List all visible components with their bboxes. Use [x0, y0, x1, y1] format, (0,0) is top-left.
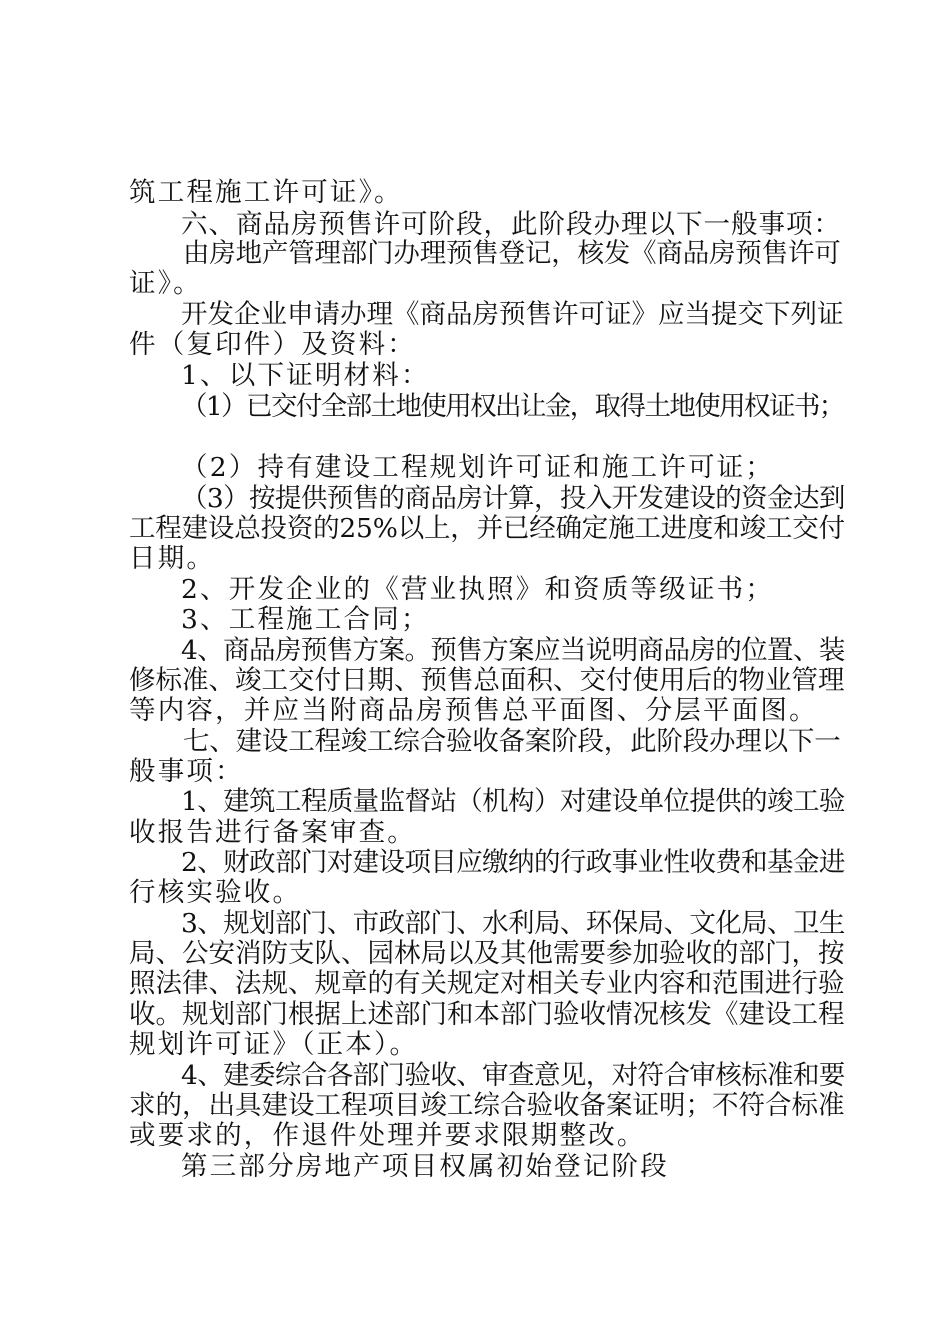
text-line: 筑工程施工许可证》。 — [129, 177, 403, 208]
text-line: 件（复印件）及资料： — [129, 329, 416, 360]
text-line: 由房地产管理部门办理预售登记，核发《商品房预售许可 — [183, 238, 841, 269]
text-line: 工程建设总投资的25%以上，并已经确定施工进度和竣工交付 — [129, 513, 845, 544]
text-line: 4、建委综合各部门验收、审查意见，对符合审核标准和要 — [181, 1060, 845, 1091]
text-line: 日期。 — [129, 543, 216, 574]
text-line: 3、规划部门、市政部门、水利局、环保局、文化局、卫生 — [181, 908, 845, 939]
text-line: 行核实验收。 — [129, 877, 302, 908]
text-line: 或要求的，作退件处理并要求限期整改。 — [129, 1120, 646, 1151]
text-line: （2）持有建设工程规划许可证和施工许可证； — [181, 452, 775, 483]
text-line: 照法律、法规、规章的有关规定对相关专业内容和范围进行验 — [129, 968, 845, 999]
text-line: 等内容，并应当附商品房预售总平面图、分层平面图。 — [129, 695, 818, 726]
text-line: 局、公安消防支队、园林局以及其他需要参加验收的部门，按 — [129, 938, 845, 969]
text-line: 4、商品房预售方案。预售方案应当说明商品房的位置、装 — [181, 635, 845, 666]
text-line: 收报告进行备案审查。 — [129, 817, 416, 848]
section-heading: 第三部分房地产项目权属初始登记阶段 — [181, 1151, 669, 1182]
text-line: 求的，出具建设工程项目竣工综合验收备案证明；不符合标准 — [129, 1090, 845, 1121]
text-line: 开发企业申请办理《商品房预售许可证》应当提交下列证 — [181, 299, 844, 330]
text-line: （3）按提供预售的商品房计算，投入开发建设的资金达到 — [181, 483, 845, 514]
text-line: 修标准、竣工交付日期、预售总面积、交付使用后的物业管理 — [129, 665, 845, 696]
text-line: 2、开发企业的《营业执照》和资质等级证书； — [181, 574, 775, 605]
text-line: 1、建筑工程质量监督站（机构）对建设单位提供的竣工验 — [181, 786, 845, 817]
text-line: 收。规划部门根据上述部门和本部门验收情况核发《建设工程 — [129, 999, 845, 1030]
text-line: 规划许可证》（正本）。 — [129, 1029, 419, 1060]
text-line: 3、工程施工合同； — [181, 604, 430, 635]
text-line: 般事项： — [129, 756, 244, 787]
text-line: 2、财政部门对建设项目应缴纳的行政事业性收费和基金进 — [181, 847, 845, 878]
text-line: 七、建设工程竣工综合验收备案阶段，此阶段办理以下一 — [183, 726, 841, 757]
text-line: 六、商品房预售许可阶段，此阶段办理以下一般事项： — [181, 209, 841, 240]
text-line: 证》。 — [129, 268, 202, 299]
text-line: 1、以下证明材料： — [181, 360, 430, 391]
text-line: （1）已交付全部土地使用权出让金，取得土地使用权证书； — [181, 391, 844, 422]
